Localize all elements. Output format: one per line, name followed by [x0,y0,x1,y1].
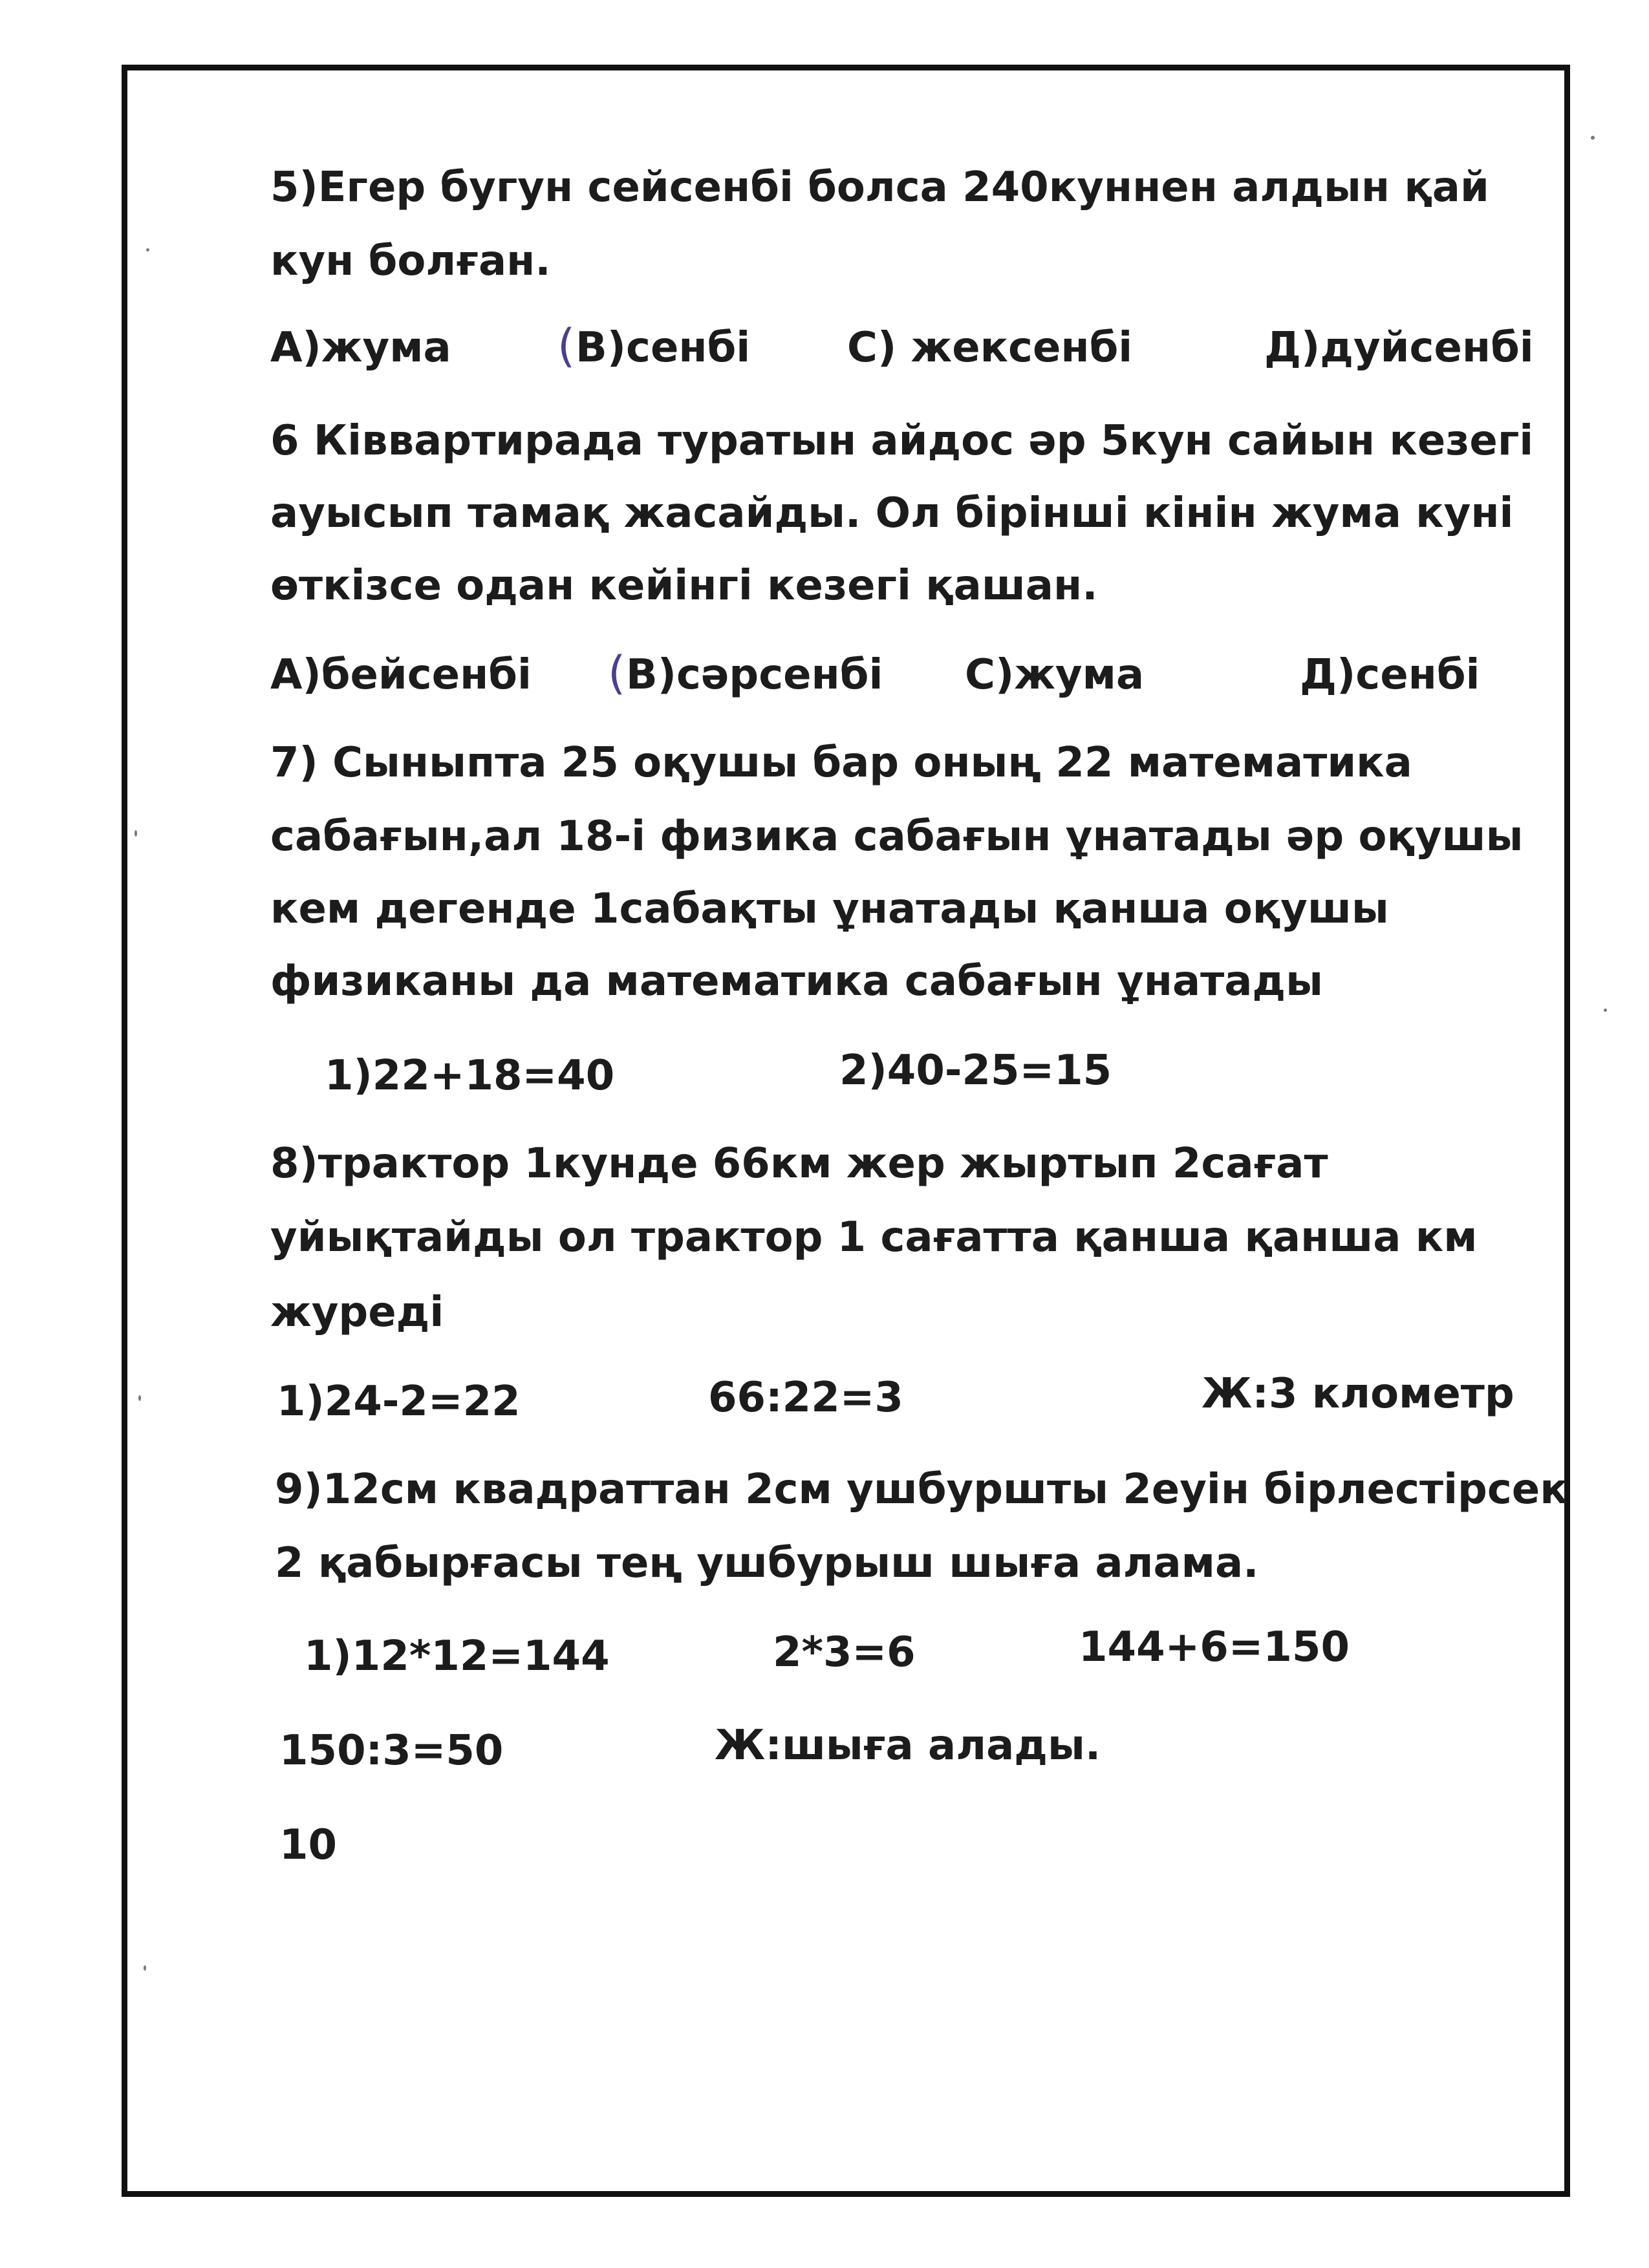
scan-speck [144,1965,146,1971]
q5-option-d: Д)дуйсенбі [1264,324,1534,372]
q8-line3: журеді [270,1289,444,1336]
q8-line1: 8)трактор 1кунде 66км жер жыртып 2сағат [270,1140,1328,1188]
scan-speck [146,248,149,251]
q6-option-d: Д)сенбі [1300,651,1480,699]
q8-solution-2: 66:22=3 [708,1374,903,1422]
q8-line2: уйықтайды ол трактор 1 сағатта қанша қанша км [270,1214,1478,1261]
q5-option-b: В)сенбі [576,324,751,372]
q7-line3: кем дегенде 1сабақты ұнатады қанша оқушы [270,885,1389,933]
q9-solution-4: 150:3=50 [279,1727,504,1775]
q6-line3: өткізсе одан кейінгі кезегі қашан. [270,562,1098,610]
q9-solution-3: 144+6=150 [1079,1623,1350,1671]
q7-solution-1: 1)22+18=40 [325,1052,615,1100]
q8-solution-1: 1)24-2=22 [277,1378,521,1426]
q5-option-c: С) жексенбі [847,324,1133,372]
q7-line2: сабағын,ал 18-і физика сабағын ұнатады әр оқушы [270,813,1524,861]
q9-solution-2: 2*3=6 [773,1629,916,1676]
q6-option-c: С)жума [965,651,1145,699]
q9-line1: 9)12см квадраттан 2см ушбуршты 2еуін бірлестірсек [275,1466,1568,1514]
q9-solution-1: 1)12*12=144 [304,1632,610,1680]
scan-speck [1591,136,1595,140]
q7-line1: 7) Сыныпта 25 оқушы бар оның 22 математика [270,739,1412,787]
q5-option-a: А)жума [270,324,451,372]
scan-speck [138,1395,141,1401]
q5-line1: 5)Егер бугун сейсенбі болса 240куннен алдын қай [270,164,1489,211]
q6-option-a: А)бейсенбі [270,651,532,699]
q7-line4: физиканы да математика сабағын ұнатады [270,957,1323,1005]
q10-label: 10 [279,1821,338,1869]
q6-line1: 6 Ківвартирада туратын айдос әр 5кун сайын кезегі [270,417,1534,465]
q5-line2: кун болған. [270,237,551,285]
q7-solution-2: 2)40-25=15 [839,1047,1112,1095]
q9-answer: Ж:шыға алады. [715,1722,1101,1770]
q8-answer: Ж:3 клометр [1202,1370,1514,1418]
q9-line2: 2 қабырғасы тең ушбурыш шыға алама. [275,1539,1259,1587]
page-border [122,65,1570,2197]
q5-selection-mark: ( [557,319,576,372]
scan-speck [1604,1009,1607,1012]
q6-selection-mark: ( [608,647,626,700]
q6-option-b: В)сәрсенбі [626,651,883,699]
q6-line2: ауысып тамақ жасайды. Ол бірінші кінін жума куні [270,489,1514,537]
scan-speck [135,830,137,837]
